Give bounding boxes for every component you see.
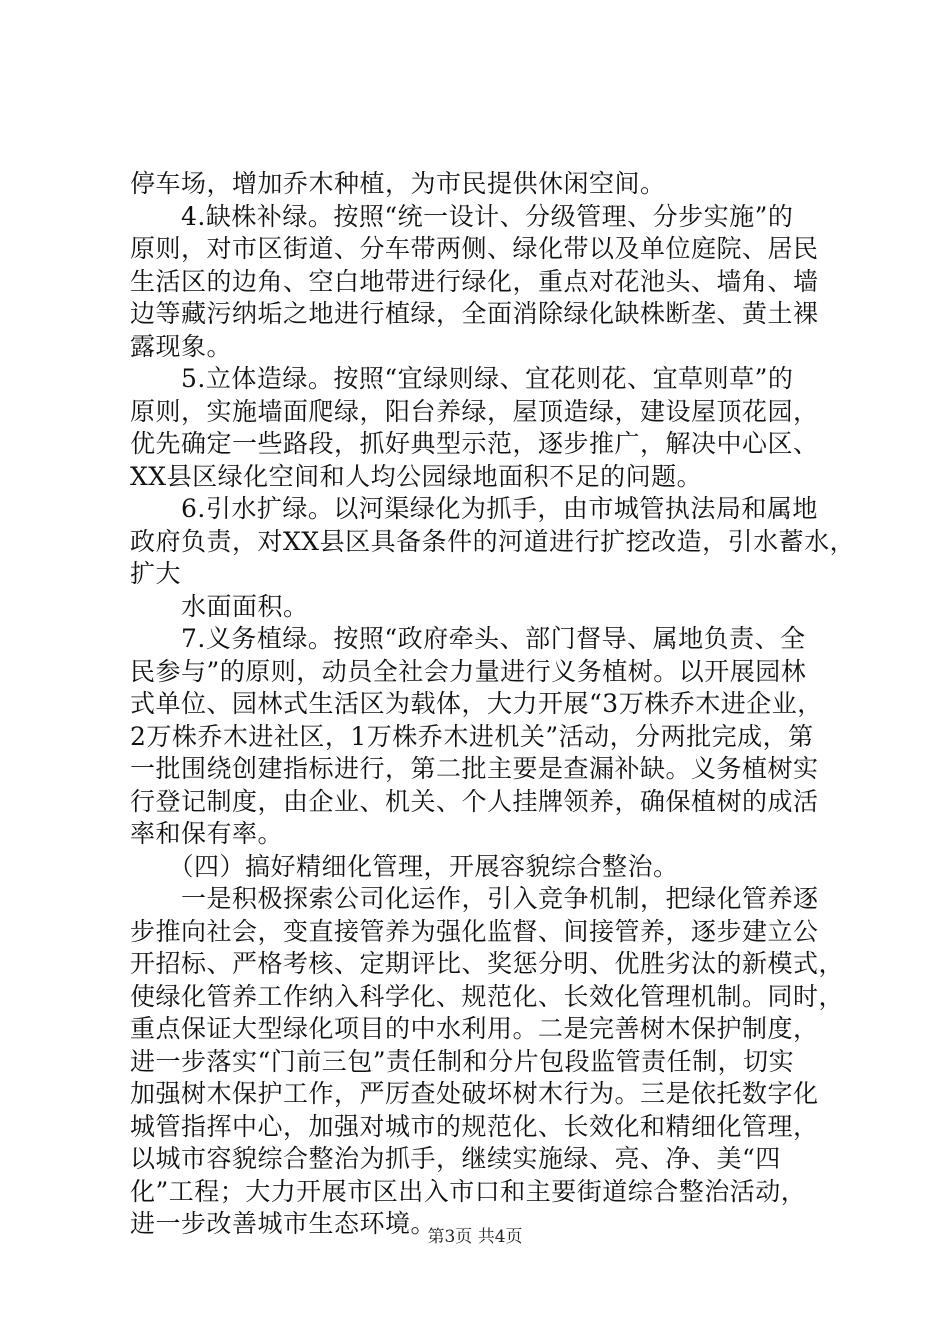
text-line: 使绿化管养工作纳入科学化、规范化、长效化管理机制。同时，	[130, 981, 845, 1011]
page-footer: 第3页 共4页	[427, 1227, 523, 1247]
text-line: 2万株乔木进社区，1万株乔木进机关”活动，分两批完成，第	[130, 721, 814, 751]
text-line: （四）搞好精细化管理，开展容貌综合整治。	[130, 851, 679, 881]
text-line: 7.义务植绿。按照“政府牵头、部门督导、属地负责、全	[130, 624, 806, 653]
text-line: 率和保有率。	[130, 819, 284, 848]
text-line: 原则，实施墙面爬绿，阳台养绿，屋顶造绿，建设屋顶花园，	[130, 396, 819, 426]
text-line: 行登记制度，由企业、机关、个人挂牌领养，确保植树的成活	[130, 786, 819, 816]
text-line: 6.引水扩绿。以河渠绿化为抓手，由市城管执法局和属地	[130, 494, 818, 523]
text-line: 步推向社会，变直接管养为强化监督、间接管养，逐步建立公	[130, 916, 819, 946]
text-line: 化”工程；大力开展市区出入市口和主要街道综合整治活动，	[130, 1176, 807, 1206]
text-line: 开招标、严格考核、定期评比、奖惩分明、优胜劣汰的新模式，	[130, 949, 845, 978]
text-line: 重点保证大型绿化项目的中水利用。二是完善树木保护制度，	[130, 1014, 819, 1043]
text-line: 生活区的边角、空白地带进行绿化，重点对花池头、墙角、墙	[130, 266, 819, 296]
text-line: 停车场，增加乔木种植，为市民提供休闲空间。	[130, 169, 666, 198]
text-line: 一批围绕创建指标进行，第二批主要是查漏补缺。义务植树实	[130, 754, 819, 783]
text-line: 露现象。	[130, 331, 233, 361]
text-line: 进一步改善城市生态环境。	[130, 1209, 437, 1238]
text-line: 式单位、园林式生活区为载体，大力开展“3万株乔木进企业，	[130, 689, 823, 718]
text-line: 原则，对市区街道、分车带两侧、绿化带以及单位庭院、居民	[130, 234, 819, 263]
text-line: 水面面积。	[130, 591, 309, 621]
text-line: 5.立体造绿。按照“宜绿则绿、宜花则花、宜草则草”的	[130, 364, 794, 393]
text-line: 一是积极探索公司化运作，引入竞争机制，把绿化管养逐	[130, 884, 819, 913]
text-line: 民参与”的原则，动员全社会力量进行义务植树。以开展园林	[130, 656, 807, 686]
text-line: 4.缺株补绿。按照“统一设计、分级管理、分步实施”的	[130, 201, 794, 231]
text-line: XX县区绿化空间和人均公园绿地面积不足的问题。	[130, 461, 703, 491]
text-line: 城管指挥中心，加强对城市的规范化、长效化和精细化管理，	[130, 1111, 819, 1141]
text-line: 以城市容貌综合整治为抓手，继续实施绿、亮、净、美“四	[130, 1144, 781, 1173]
text-line: 政府负责，对XX县区具备条件的河道进行扩挖改造，引水蓄水，	[130, 526, 856, 556]
text-line: 优先确定一些路段，抓好典型示范，逐步推广，解决中心区、	[130, 429, 819, 458]
text-line: 进一步落实“门前三包”责任制和分片包段监管责任制，切实	[130, 1046, 795, 1076]
text-line: 扩大	[130, 559, 182, 588]
text-line: 边等藏污纳垢之地进行植绿，全面消除绿化缺株断垄、黄土裸	[130, 299, 819, 328]
text-line: 加强树木保护工作，严厉查处破坏树木行为。三是依托数字化	[130, 1079, 819, 1108]
